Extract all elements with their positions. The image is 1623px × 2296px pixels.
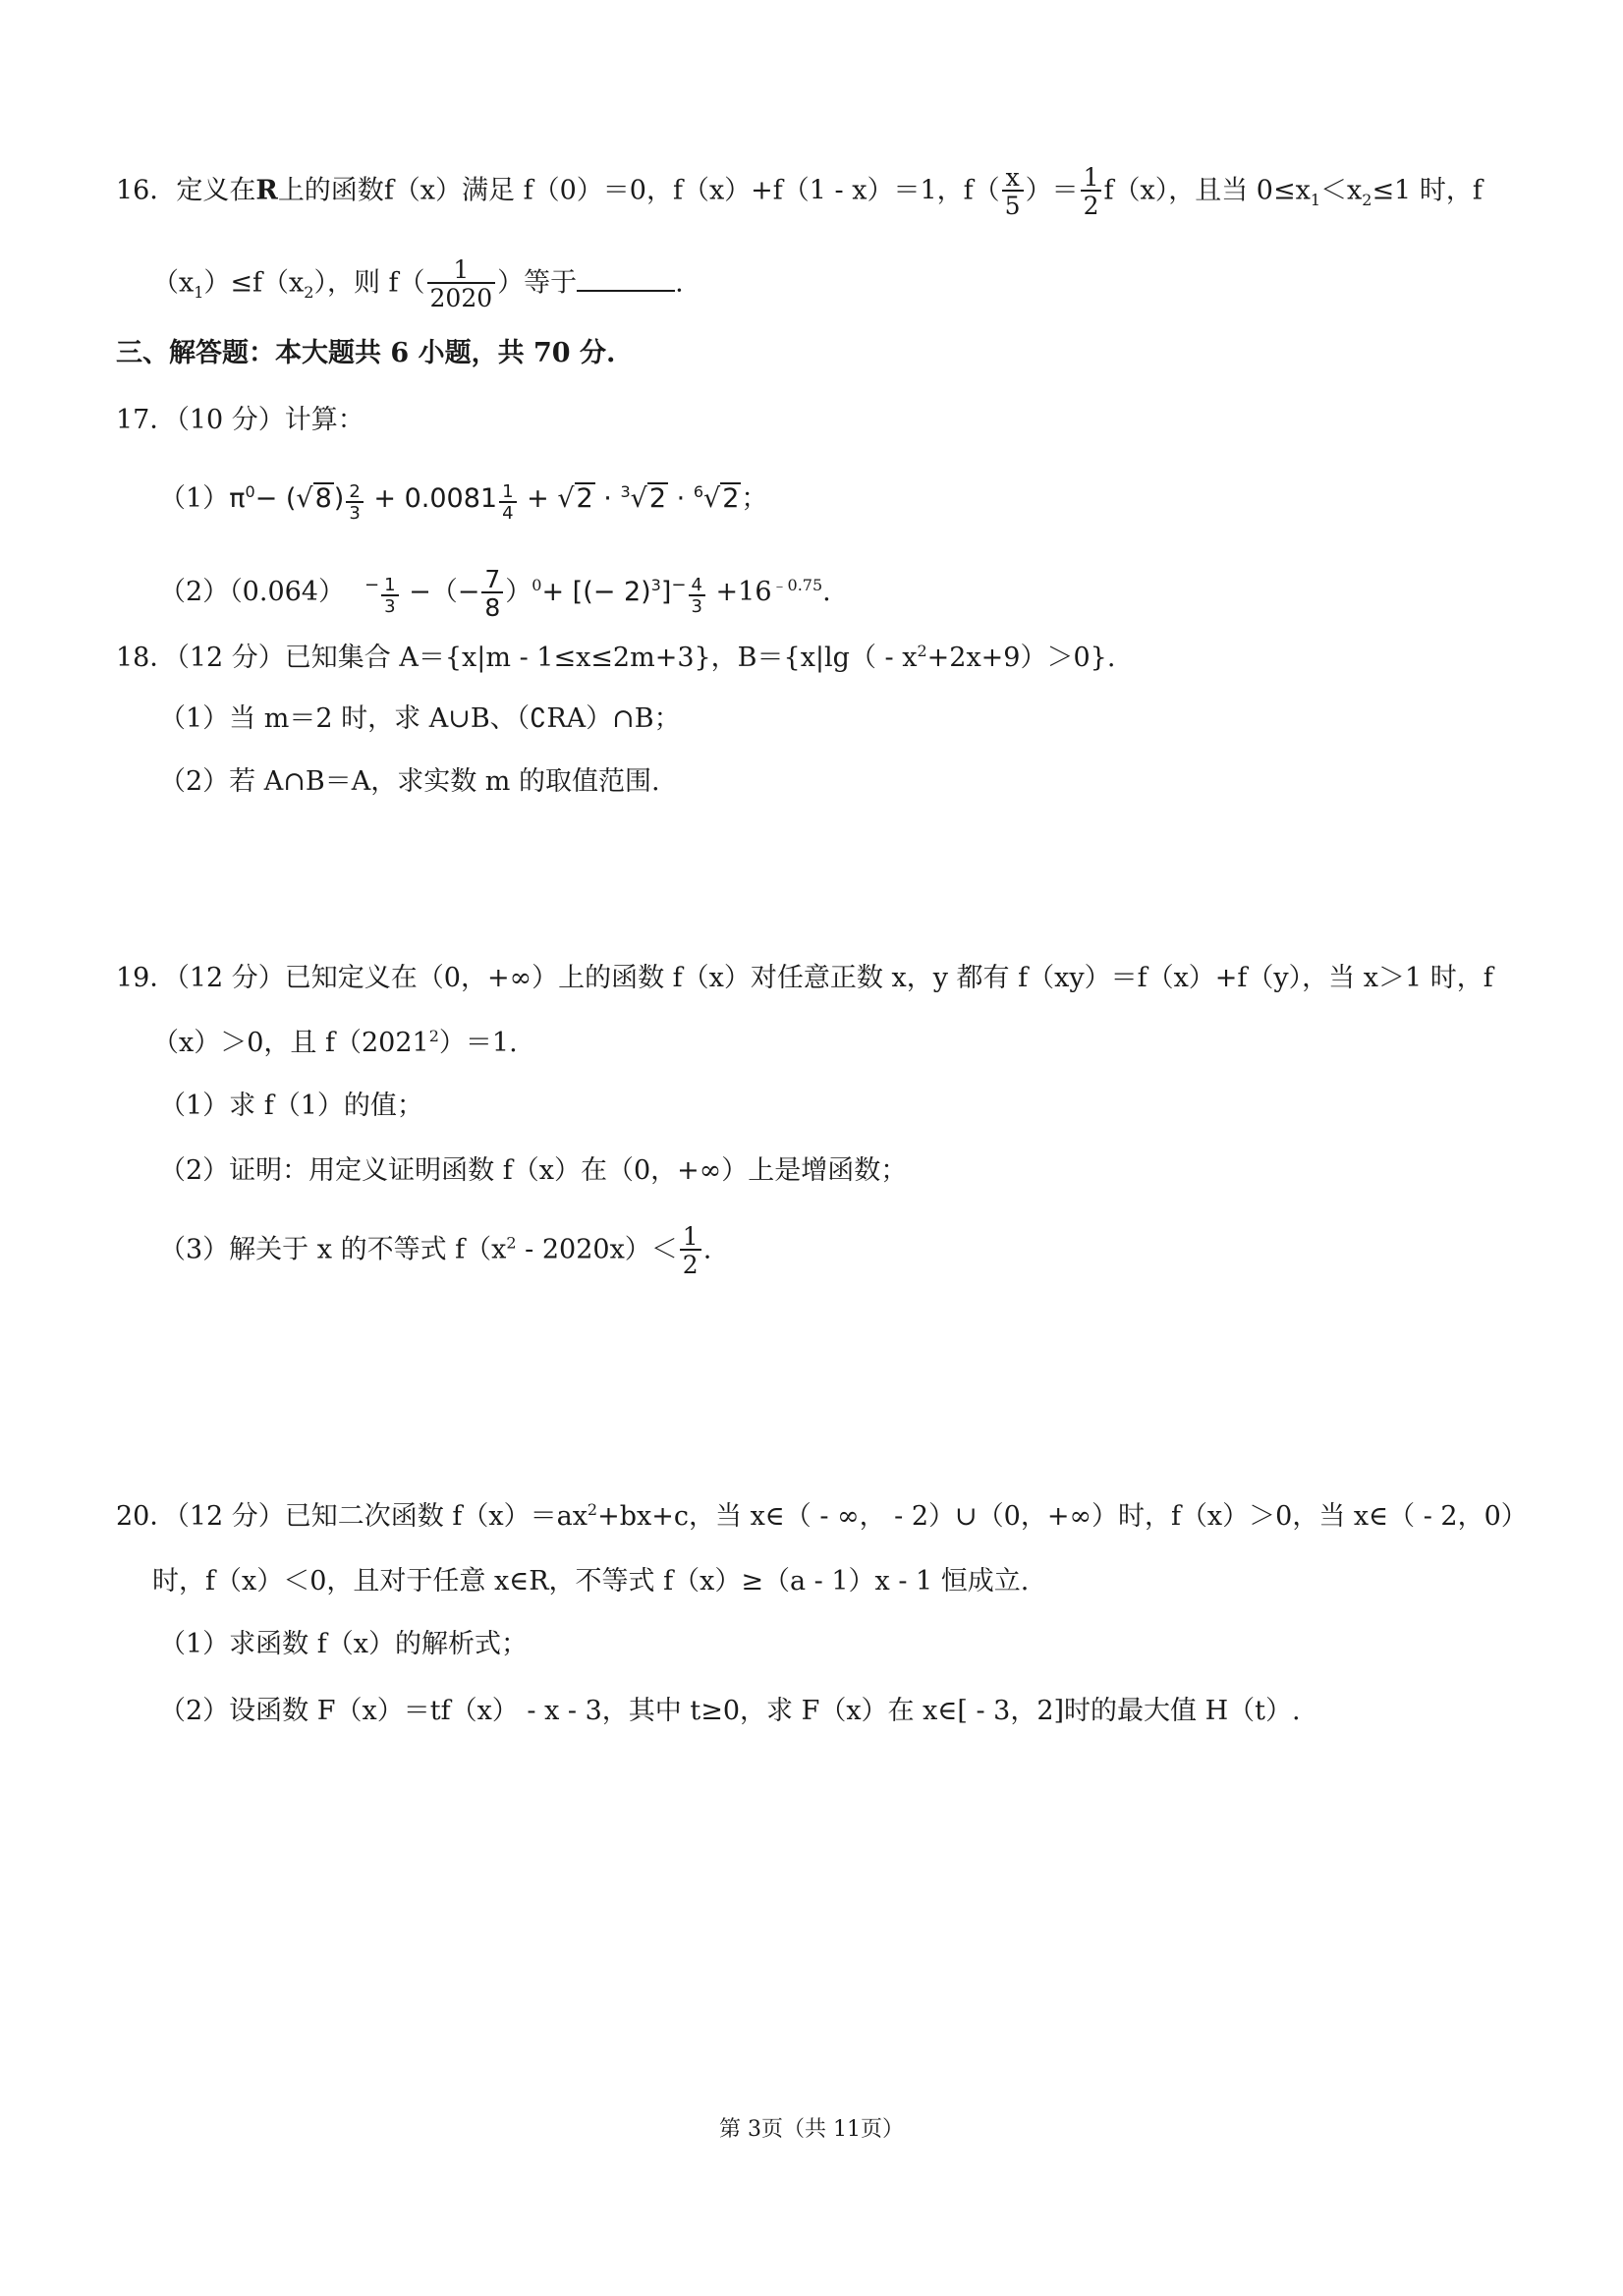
q20-line2: 时，f（x）＜0，且对于任意 x∈R，不等式 f（x）≥（a - 1）x - 1 恒成立. (152, 1566, 1030, 1596)
fraction-one-half: $\frac{1}{2}$ (680, 1224, 701, 1277)
fraction-1-over-2020: $\frac{1}{2020}$ (427, 257, 496, 310)
q19-line1: 19．（12 分）已知定义在（0，+∞）上的函数 f（x）对任意正数 x，y 都有 f（xy）＝f（x）+f（y），当 x＞1 时，f (116, 963, 1493, 993)
q16-line1: 16．定义在R上的函数f（x）满足 f（0）＝0，f（x）+f（1 - x）＝1，f（ $\frac{x}{5}$ ）＝ $\frac{1}{2}$ f（x），且当 $0\le x_1<x_2\le 1$ 时，f (116, 163, 1483, 220)
q17-part2: （2）（0.064） − $\frac{1}{3}$ −（− $\frac{7}{8}$ ）$^0$+ [(− 2)$^3$]− $\frac{4}{3}$ $+16^{﹣0.75}$. (159, 564, 831, 622)
exponent-4-3: $\frac{4}{3}$ (689, 577, 705, 616)
sqrt-symbol: √ (296, 483, 313, 514)
exponent-1-4: $\frac{1}{4}$ (499, 483, 516, 523)
cube-root-symbol: √ (630, 483, 647, 514)
q20-part1: （1）求函数 f（x）的解析式； (159, 1629, 528, 1659)
fraction-7-8: $\frac{7}{8}$ (481, 567, 503, 620)
fraction-x-over-5: $\frac{x}{5}$ (1002, 165, 1024, 218)
fraction-one-half: $\frac{1}{2}$ (1081, 165, 1102, 218)
q16-line2: $(x_1)\le f(x_2)$，则 f（ $\frac{1}{2020}$ ）等于 . (152, 255, 684, 312)
bold-R: R (255, 175, 278, 206)
sqrt-symbol: √ (557, 483, 575, 514)
q19-part2: （2）证明：用定义证明函数 f（x）在（0，+∞）上是增函数； (159, 1155, 908, 1186)
exponent-2-3: $\frac{2}{3}$ (346, 483, 363, 523)
q20-line1: 20．（12 分）已知二次函数 $f(x)=ax^2+bx+c$，当 x∈（ - ∞， - 2）∪（0，+∞）时，f（x）＞0，当 x∈（ - 2，0） (116, 1500, 1528, 1532)
exponent-1-3: $\frac{1}{3}$ (381, 577, 398, 616)
q17-title: 17．（10 分）计算： (116, 405, 364, 435)
q18-title: 18．（12 分）已知集合 A＝{x|m - 1≤x≤2m+3}，$B=\{x|\lg( - x^2+2x+9)>0\}$. (116, 642, 1116, 673)
q19-part1: （1）求 f（1）的值； (159, 1091, 423, 1121)
q19-part3: （3）解关于 x 的不等式 $f(x^2 - 2020x)<$ $\frac{1}{2}$ . (159, 1222, 712, 1279)
sixth-root-symbol: √ (703, 483, 721, 514)
q17-part1: $(1)\pi^0- (√8)$ $\frac{2}{3}$ + 0.0081 $\frac{1}{4}$ + √2 · $^3$√2 · $^6$√2； (159, 481, 768, 524)
q19-line2: （x）＞0，且 $f(2021^2)=1$. (152, 1027, 518, 1058)
q18-part1: （1）当 m＝2 时，求 A∪B、（∁RA）∩B； (159, 703, 681, 734)
answer-blank (577, 264, 675, 292)
q20-part2: （2）设函数 F（x）＝tf（x） - x - 3，其中 t≥0，求 F（x）在 x∈[ - 3，2]时的最大值 H（t）. (159, 1696, 1301, 1726)
section-heading: 三、解答题：本大题共 6 小题，共 70 分. (116, 338, 616, 368)
q18-part2: （2）若 A∩B＝A，求实数 m 的取值范围. (159, 766, 660, 797)
page-footer: 第 3页（共 11页） (719, 2117, 904, 2142)
